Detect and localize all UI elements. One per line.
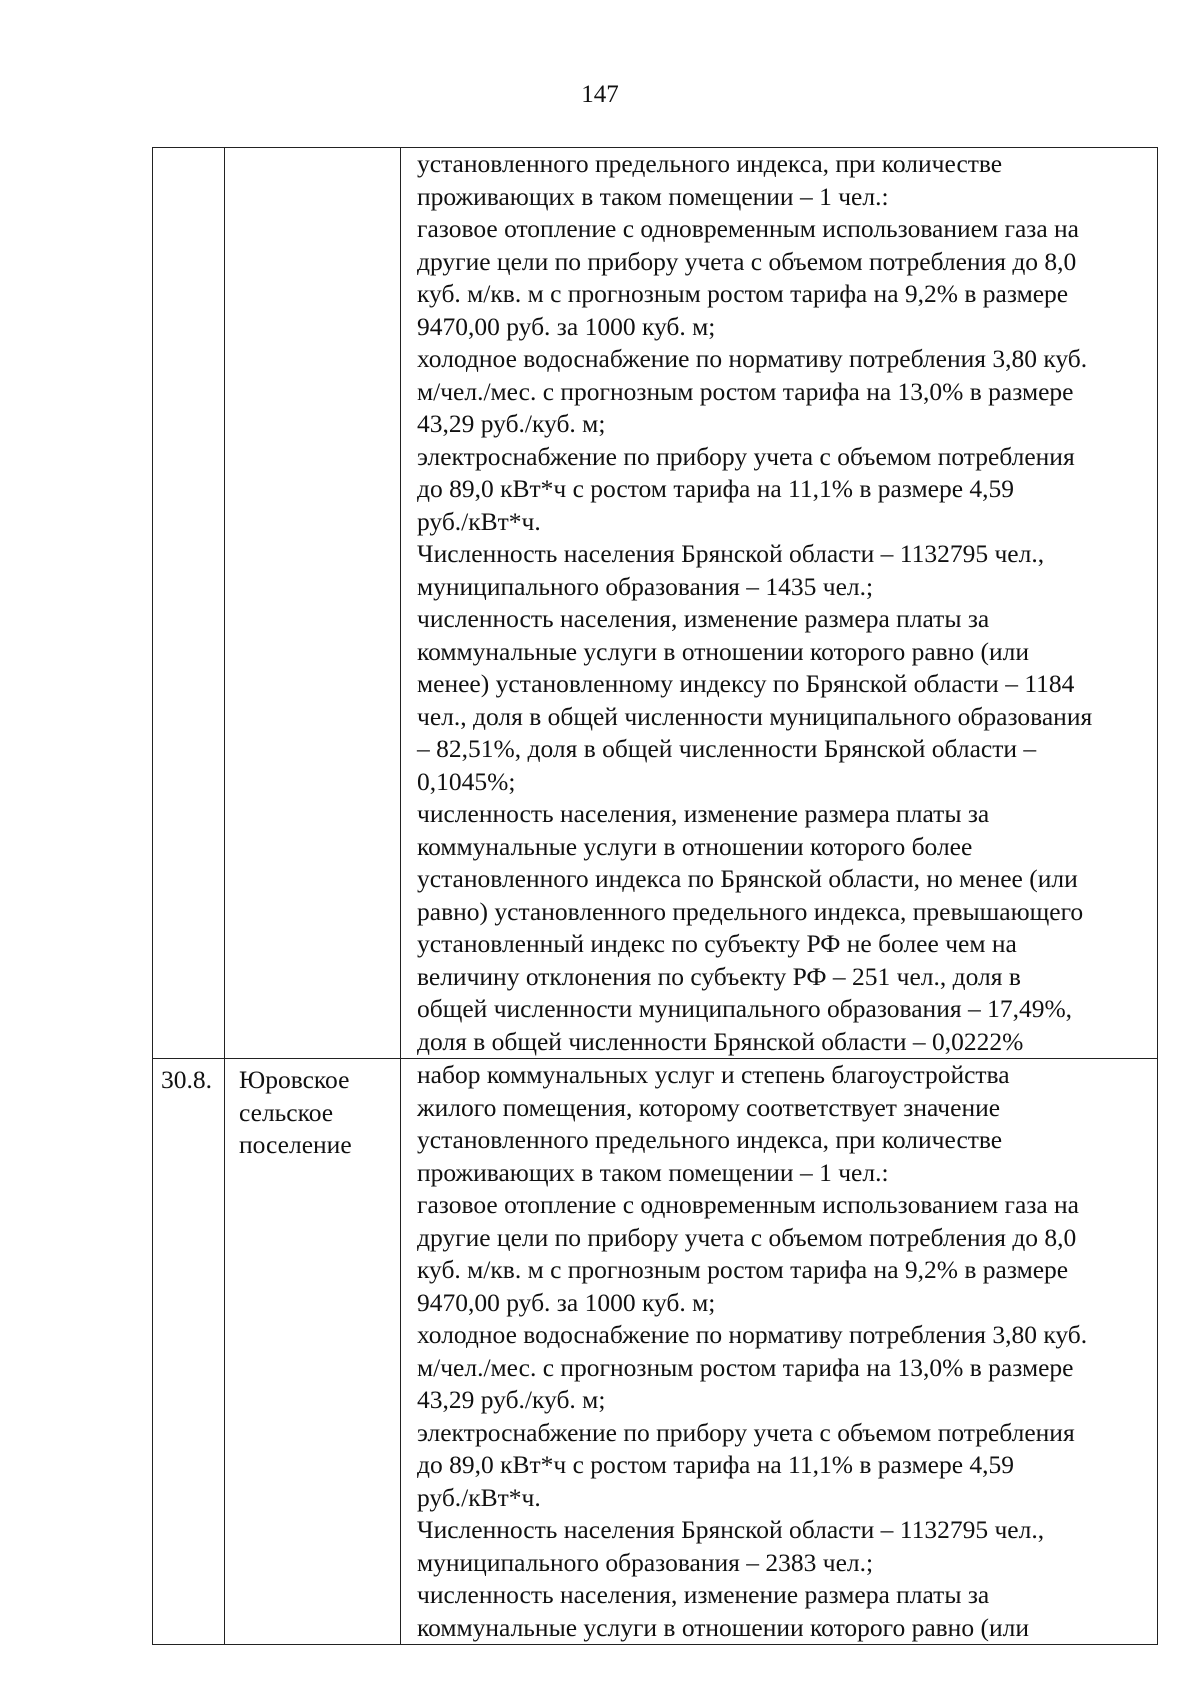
text-line: холодное водоснабжение по нормативу потребления 3,80 куб. — [417, 344, 1088, 373]
text-line: 43,29 руб./куб. м; — [417, 409, 606, 438]
text-line: 9470,00 руб. за 1000 куб. м; — [417, 1287, 716, 1317]
text-line: численность населения, изменение размера платы за — [417, 799, 990, 828]
text-line: куб. м/кв. м с прогнозным ростом тарифа на 9,2% в размере — [417, 279, 1069, 308]
text-line: коммунальные услуги в отношении которого равно (или — [417, 1612, 1029, 1642]
text-line: коммунальные услуги в отношении которого более — [417, 831, 973, 861]
text-line: – 82,51%, доля в общей численности Брянской области – — [417, 734, 1037, 763]
description-cell — [401, 1059, 1157, 1644]
text-line: 43,29 руб./куб. м; — [417, 1385, 606, 1414]
text-line: равно) установленного предельного индекса, превышающего — [417, 896, 1084, 926]
text-line: проживающих в таком помещении – 1 чел.: — [417, 181, 889, 211]
text-line: общей численности муниципального образования – 17,49%, — [417, 994, 1073, 1023]
text-line: куб. м/кв. м с прогнозным ростом тарифа на 9,2% в размере — [417, 1255, 1069, 1284]
text-line: чел., доля в общей численности муниципального образования — [417, 701, 1093, 731]
text-line: установленный индекс по субъекту РФ не более чем на — [417, 929, 1017, 958]
table-row — [153, 1058, 1157, 1644]
text-line: проживающих в таком помещении – 1 чел.: — [417, 1157, 889, 1187]
text-line: муниципального образования – 1435 чел.; — [417, 571, 874, 601]
text-line: другие цели по прибору учета с объемом потребления до 8,0 — [417, 246, 1077, 276]
text-line: руб./кВт*ч. — [417, 506, 541, 536]
text-line: жилого помещения, которому соответствует значение — [417, 1092, 1001, 1122]
text-line: 9470,00 руб. за 1000 куб. м; — [417, 311, 716, 341]
text-line: холодное водоснабжение по нормативу потребления 3,80 куб. — [417, 1320, 1088, 1349]
text-line: м/чел./мес. с прогнозным ростом тарифа на 13,0% в размере — [417, 1352, 1074, 1382]
text-line: до 89,0 кВт*ч с ростом тарифа на 11,1% в размере 4,59 — [417, 474, 1015, 503]
settlement-name-cell — [225, 148, 401, 1058]
text-line: муниципального образования – 2383 чел.; — [417, 1547, 874, 1577]
text-line: другие цели по прибору учета с объемом потребления до 8,0 — [417, 1222, 1077, 1252]
table-row — [153, 148, 1157, 1058]
text-line: Численность населения Брянской области – 1132795 чел., — [417, 1515, 1045, 1544]
text-line: руб./кВт*ч. — [417, 1482, 541, 1512]
text-line: доля в общей численности Брянской области – 0,0222% — [417, 1026, 1024, 1056]
text-line: набор коммунальных услуг и степень благоустройства — [417, 1060, 1010, 1089]
text-line: численность населения, изменение размера платы за — [417, 604, 990, 633]
row-number-cell: 30.8. — [153, 1059, 225, 1644]
row-number-cell — [153, 148, 225, 1058]
text-line: численность населения, изменение размера платы за — [417, 1580, 990, 1609]
text-line: 0,1045%; — [417, 766, 516, 796]
text-line: до 89,0 кВт*ч с ростом тарифа на 11,1% в размере 4,59 — [417, 1450, 1015, 1479]
settlement-name-cell — [225, 1059, 401, 1644]
text-line: электроснабжение по прибору учета с объемом потребления — [417, 1417, 1075, 1447]
page-number: 147 — [581, 81, 619, 108]
text-line: газовое отопление с одновременным использованием газа на — [417, 1190, 1080, 1219]
text-line: величину отклонения по субъекту РФ – 251 чел., доля в — [417, 961, 1021, 991]
text-line: электроснабжение по прибору учета с объемом потребления — [417, 441, 1075, 471]
text-line: Юровское — [239, 1065, 350, 1094]
text-line: коммунальные услуги в отношении которого равно (или — [417, 636, 1029, 666]
text-line: поселение — [239, 1130, 352, 1159]
text-line: Численность населения Брянской области – 1132795 чел., — [417, 539, 1045, 568]
tariff-table — [152, 147, 1158, 1645]
text-line: газовое отопление с одновременным использованием газа на — [417, 214, 1080, 243]
text-line: сельское — [239, 1097, 334, 1127]
text-line: установленного предельного индекса, при количестве — [417, 149, 1003, 178]
description-cell — [401, 148, 1157, 1058]
text-line: установленного индекса по Брянской области, но менее (или — [417, 864, 1078, 893]
text-line: м/чел./мес. с прогнозным ростом тарифа на 13,0% в размере — [417, 376, 1074, 406]
text-line: установленного предельного индекса, при количестве — [417, 1125, 1003, 1154]
text-line: менее) установленному индексу по Брянской области – 1184 — [417, 669, 1075, 698]
